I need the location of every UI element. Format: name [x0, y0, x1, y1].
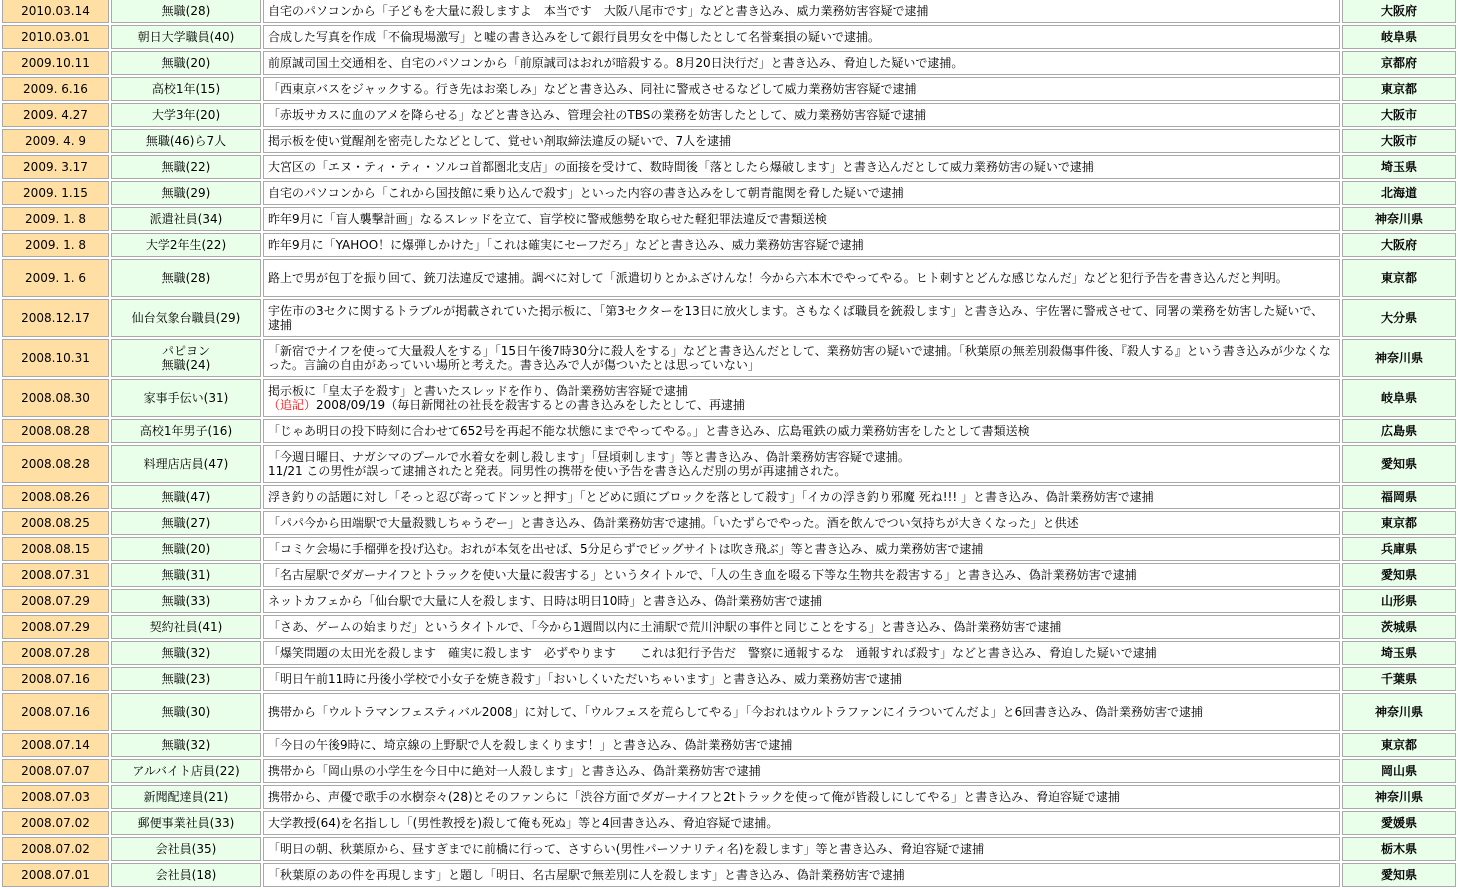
- suspect-cell: 仙台気象台職員(29): [111, 299, 261, 337]
- date-cell: 2008.10.31: [2, 339, 109, 377]
- description-cell: [263, 785, 1340, 809]
- description-cell: [263, 641, 1340, 665]
- date-cell: 2008.07.31: [2, 563, 109, 587]
- date-cell: 2008.08.30: [2, 379, 109, 417]
- table-row: [2, 511, 1456, 535]
- date-cell: 2008.08.28: [2, 445, 109, 483]
- prefecture-cell: 北海道: [1342, 181, 1456, 205]
- description-line: 「新宿でナイフを使って大量殺人をする」「15日午後7時30分に殺人をする」などと書き込んだとして、業務妨害の疑いで逮捕。「秋葉原の無差別殺傷事件後、『殺人する』という書き込みが少なくなった。言論の自由があっていい場所と考えた。書き込みで人が傷ついたとは思っていない」: [268, 344, 1331, 372]
- description-line: 浮き釣りの話題に対し「そっと忍び寄ってドンッと押す」「とどめに頭にブロックを落として殺す」「イカの浮き釣り邪魔 死ね!!! 」と書き込み、偽計業務妨害で逮捕: [268, 490, 1154, 504]
- table-row: [2, 485, 1456, 509]
- description-line: 「さあ、ゲームの始まりだ」というタイトルで、「今から1週間以内に土浦駅で荒川沖駅の事件と同じことをする」と書き込み、偽計業務妨害で逮捕: [268, 620, 1062, 634]
- date-cell: 2009. 6.16: [2, 77, 109, 101]
- table-row: [2, 155, 1456, 179]
- incident-table-body: [2, 0, 1456, 887]
- prefecture-cell: 愛知県: [1342, 563, 1456, 587]
- prefecture-cell: 山形県: [1342, 589, 1456, 613]
- table-row: [2, 537, 1456, 561]
- table-row: [2, 25, 1456, 49]
- suspect-cell: 無職(23): [111, 667, 261, 691]
- prefecture-cell: 愛媛県: [1342, 811, 1456, 835]
- date-cell: 2010.03.14: [2, 0, 109, 23]
- date-cell: 2008.07.02: [2, 837, 109, 861]
- suspect-cell: 朝日大学職員(40): [111, 25, 261, 49]
- table-row: [2, 445, 1456, 483]
- table-row: [2, 667, 1456, 691]
- date-cell: 2008.07.28: [2, 641, 109, 665]
- description-line: 「今日の午後9時に、埼京線の上野駅で人を殺しまくります！」と書き込み、偽計業務妨害で逮捕: [268, 738, 793, 752]
- table-row: [2, 785, 1456, 809]
- description-cell: [263, 25, 1340, 49]
- suspect-cell: 無職(32): [111, 733, 261, 757]
- date-cell: 2008.07.01: [2, 863, 109, 887]
- prefecture-cell: 岐阜県: [1342, 379, 1456, 417]
- prefecture-cell: 神奈川県: [1342, 339, 1456, 377]
- description-line: 昨年9月に「盲人襲撃計画」なるスレッドを立て、盲学校に警戒態勢を取らせた軽犯罪法違反で書類送検: [268, 212, 827, 226]
- description-line: 大宮区の「エヌ・ティ・ティ・ソルコ首都圏北支店」の面接を受けて、数時間後「落としたら爆破します」と書き込んだとして威力業務妨害の疑いで逮捕: [268, 160, 1094, 174]
- description-cell: [263, 615, 1340, 639]
- prefecture-cell: 東京都: [1342, 511, 1456, 535]
- suspect-cell: 会社員(18): [111, 863, 261, 887]
- date-cell: 2008.07.29: [2, 615, 109, 639]
- description-cell: [263, 563, 1340, 587]
- suspect-cell: 高校1年(15): [111, 77, 261, 101]
- prefecture-cell: 京都府: [1342, 51, 1456, 75]
- date-cell: 2009. 3.17: [2, 155, 109, 179]
- prefecture-cell: 兵庫県: [1342, 537, 1456, 561]
- table-row: [2, 615, 1456, 639]
- date-cell: 2008.07.14: [2, 733, 109, 757]
- suspect-cell: 無職(20): [111, 51, 261, 75]
- description-cell: [263, 863, 1340, 887]
- description-cell: [263, 0, 1340, 23]
- date-cell: 2009. 1. 6: [2, 259, 109, 297]
- note-label: （追記）: [268, 398, 317, 412]
- description-line: 大学教授(64)を名指しし「(男性教授を)殺して俺も死ぬ」等と4回書き込み、脅迫容疑で逮捕。: [268, 816, 779, 830]
- date-cell: 2008.08.28: [2, 419, 109, 443]
- date-cell: 2010.03.01: [2, 25, 109, 49]
- description-cell: [263, 207, 1340, 231]
- table-row: [2, 837, 1456, 861]
- suspect-cell: 無職(31): [111, 563, 261, 587]
- description-cell: [263, 103, 1340, 127]
- prefecture-cell: 埼玉県: [1342, 155, 1456, 179]
- table-row: [2, 641, 1456, 665]
- description-line: 自宅のパソコンから「子どもを大量に殺しますよ 本当です 大阪八尾市です」などと書き込み、威力業務妨害容疑で逮捕: [268, 4, 929, 18]
- description-cell: [263, 181, 1340, 205]
- description-cell: [263, 667, 1340, 691]
- prefecture-cell: 神奈川県: [1342, 207, 1456, 231]
- table-row: [2, 129, 1456, 153]
- suspect-cell: 無職(30): [111, 693, 261, 731]
- table-row: [2, 0, 1456, 23]
- description-line: 「じゃあ明日の投下時刻に合わせて652号を再起不能な状態にまでやってやる。」と書き込み、広島電鉄の威力業務妨害をしたとして書類送検: [268, 424, 1030, 438]
- description-cell: [263, 759, 1340, 783]
- prefecture-cell: 東京都: [1342, 733, 1456, 757]
- prefecture-cell: 福岡県: [1342, 485, 1456, 509]
- description-cell: [263, 299, 1340, 337]
- suspect-cell: パピヨン 無職(24): [111, 339, 261, 377]
- table-row: [2, 51, 1456, 75]
- description-line: ネットカフェから「仙台駅で大量に人を殺します、日時は明日10時」と書き込み、偽計業務妨害で逮捕: [268, 594, 823, 608]
- prefecture-cell: 大阪市: [1342, 103, 1456, 127]
- prefecture-cell: 千葉県: [1342, 667, 1456, 691]
- suspect-cell: 無職(32): [111, 641, 261, 665]
- suspect-cell: 無職(20): [111, 537, 261, 561]
- description-line: 「名古屋駅でダガーナイフとトラックを使い大量に殺害する」というタイトルで、「人の生き血を啜る下等な生物共を殺害する」と書き込み、偽計業務妨害で逮捕: [268, 568, 1137, 582]
- suspect-cell: 料理店店員(47): [111, 445, 261, 483]
- date-cell: 2008.07.03: [2, 785, 109, 809]
- suspect-cell: アルバイト店員(22): [111, 759, 261, 783]
- prefecture-cell: 東京都: [1342, 259, 1456, 297]
- date-cell: 2008.07.16: [2, 693, 109, 731]
- suspect-cell: 派遣社員(34): [111, 207, 261, 231]
- description-line: 携帯から「ウルトラマンフェスティバル2008」に対して、「ウルフェスを荒らしてやる」「今おれはウルトラファンにイラついてんだよ」と6回書き込み、偽計業務妨害で逮捕: [268, 705, 1203, 719]
- description-cell: [263, 811, 1340, 835]
- description-line: 合成した写真を作成「不倫現場激写」と嘘の書き込みをして銀行員男女を中傷したとして名誉棄損の疑いで逮捕。: [268, 30, 881, 44]
- suspect-cell: 無職(28): [111, 259, 261, 297]
- table-row: [2, 259, 1456, 297]
- table-row: [2, 759, 1456, 783]
- description-line: 携帯から「岡山県の小学生を今日中に絶対一人殺します」と書き込み、偽計業務妨害で逮捕: [268, 764, 761, 778]
- description-line: 携帯から、声優で歌手の水樹奈々(28)とそのファンらに「渋谷方面でダガーナイフと2tトラックを使って俺が皆殺しにしてやる」と書き込み、脅迫容疑で逮捕: [268, 790, 1121, 804]
- table-row: [2, 379, 1456, 417]
- prefecture-cell: 東京都: [1342, 77, 1456, 101]
- description-cell: [263, 485, 1340, 509]
- description-line: 掲示板に「皇太子を殺す」と書いたスレッドを作り、偽計業務妨害容疑で逮捕: [268, 384, 688, 398]
- description-cell: [263, 693, 1340, 731]
- suspect-cell: 契約社員(41): [111, 615, 261, 639]
- prefecture-cell: 神奈川県: [1342, 693, 1456, 731]
- date-cell: 2009. 1. 8: [2, 233, 109, 257]
- description-cell: [263, 129, 1340, 153]
- description-line: 前原誠司国土交通相を、自宅のパソコンから「前原誠司はおれが暗殺する。8月20日決行だ」と書き込み、脅迫した疑いで逮捕。: [268, 56, 964, 70]
- table-row: [2, 181, 1456, 205]
- prefecture-cell: 岐阜県: [1342, 25, 1456, 49]
- description-cell: [263, 589, 1340, 613]
- date-cell: 2008.07.29: [2, 589, 109, 613]
- suspect-cell: 無職(46)ら7人: [111, 129, 261, 153]
- description-cell: [263, 77, 1340, 101]
- prefecture-cell: 愛知県: [1342, 445, 1456, 483]
- prefecture-cell: 神奈川県: [1342, 785, 1456, 809]
- suspect-cell: 新聞配達員(21): [111, 785, 261, 809]
- date-cell: 2009. 4. 9: [2, 129, 109, 153]
- description-line: 「パパ今から田端駅で大量殺戮しちゃうぞー」と書き込み、偽計業務妨害で逮捕。「いたずらでやった。酒を飲んでつい気持ちが大きくなった」と供述: [268, 516, 1079, 530]
- description-line: 自宅のパソコンから「これから国技館に乗り込んで殺す」といった内容の書き込みをして朝青龍関を脅した疑いで逮捕: [268, 186, 904, 200]
- suspect-cell: 無職(29): [111, 181, 261, 205]
- description-cell: [263, 259, 1340, 297]
- description-cell: [263, 837, 1340, 861]
- date-cell: 2009.10.11: [2, 51, 109, 75]
- table-row: [2, 233, 1456, 257]
- table-row: [2, 811, 1456, 835]
- description-cell: [263, 379, 1340, 417]
- date-cell: 2009. 1.15: [2, 181, 109, 205]
- description-cell: [263, 339, 1340, 377]
- prefecture-cell: 岡山県: [1342, 759, 1456, 783]
- suspect-cell: 無職(33): [111, 589, 261, 613]
- description-cell: [263, 445, 1340, 483]
- suspect-cell: 大学2年生(22): [111, 233, 261, 257]
- suspect-cell: 高校1年男子(16): [111, 419, 261, 443]
- table-row: [2, 103, 1456, 127]
- description-cell: [263, 155, 1340, 179]
- table-row: [2, 207, 1456, 231]
- table-row: [2, 563, 1456, 587]
- suspect-cell: 無職(22): [111, 155, 261, 179]
- prefecture-cell: 栃木県: [1342, 837, 1456, 861]
- description-cell: [263, 537, 1340, 561]
- description-line: 路上で男が包丁を振り回て、銃刀法違反で逮捕。調べに対して「派遣切りとかふざけんな！今から六本木でやってやる。ヒト刺すとどんな感じなんだ」などと犯行予告を書き込んだと判明。: [268, 271, 1288, 285]
- note-text: 2008/09/19（毎日新聞社の社長を殺害するとの書き込みをしたとして、再逮捕: [316, 398, 745, 412]
- suspect-cell: 無職(28): [111, 0, 261, 23]
- description-line: 「今週日曜日、ナガシマのプールで水着女を刺し殺します」「昼頃刺します」等と書き込み、偽計業務妨害容疑で逮捕。: [268, 450, 910, 464]
- description-line: 昨年9月に「YAHOO！に爆弾しかけた」「これは確実にセーフだろ」などと書き込み、威力業務妨害容疑で逮捕: [268, 238, 864, 252]
- table-row: [2, 299, 1456, 337]
- suspect-cell: 会社員(35): [111, 837, 261, 861]
- prefecture-cell: 広島県: [1342, 419, 1456, 443]
- suspect-cell: 郵便事業社員(33): [111, 811, 261, 835]
- description-line: 「コミケ会場に手榴弾を投げ込む。おれが本気を出せば、5分足らずでビッグサイトは吹き飛ぶ」等と書き込み、威力業務妨害で逮捕: [268, 542, 984, 556]
- suspect-cell: 家事手伝い(31): [111, 379, 261, 417]
- description-cell: [263, 51, 1340, 75]
- prefecture-cell: 大阪府: [1342, 233, 1456, 257]
- date-cell: 2008.12.17: [2, 299, 109, 337]
- prefecture-cell: 大阪府: [1342, 0, 1456, 23]
- suspect-cell: 無職(27): [111, 511, 261, 535]
- date-cell: 2008.08.15: [2, 537, 109, 561]
- table-row: [2, 733, 1456, 757]
- description-cell: [263, 511, 1340, 535]
- description-line: 11/21 この男性が誤って逮捕されたと発表。同男性の携帯を使い予告を書き込んだ別の男が再逮捕された。: [268, 464, 847, 478]
- table-row: [2, 339, 1456, 377]
- date-cell: 2008.08.25: [2, 511, 109, 535]
- table-row: [2, 693, 1456, 731]
- date-cell: 2009. 4.27: [2, 103, 109, 127]
- prefecture-cell: 大分県: [1342, 299, 1456, 337]
- prefecture-cell: 大阪市: [1342, 129, 1456, 153]
- description-cell: [263, 733, 1340, 757]
- table-row: [2, 589, 1456, 613]
- description-cell: [263, 419, 1340, 443]
- suspect-cell: 無職(47): [111, 485, 261, 509]
- date-cell: 2008.07.02: [2, 811, 109, 835]
- prefecture-cell: 愛知県: [1342, 863, 1456, 887]
- date-cell: 2009. 1. 8: [2, 207, 109, 231]
- description-note-line: [268, 398, 1335, 412]
- date-cell: 2008.08.26: [2, 485, 109, 509]
- description-cell: [263, 233, 1340, 257]
- description-line: 「西東京バスをジャックする。行き先はお楽しみ」などと書き込み、同社に警戒させるなどして威力業務妨害容疑で逮捕: [268, 82, 917, 96]
- description-line: 「明日午前11時に丹後小学校で小女子を焼き殺す」「おいしくいただいちゃいます」と書き込み、威力業務妨害で逮捕: [268, 672, 902, 686]
- suspect-cell: 大学3年(20): [111, 103, 261, 127]
- description-line: 掲示板を使い覚醒剤を密売したなどとして、覚せい剤取締法違反の疑いで、7人を逮捕: [268, 134, 732, 148]
- table-row: [2, 863, 1456, 887]
- description-line: 「秋葉原のあの件を再現します」と題し「明日、名古屋駅で無差別に人を殺します」と書き込み、偽計業務妨害で逮捕: [268, 868, 905, 882]
- date-cell: 2008.07.16: [2, 667, 109, 691]
- description-line: 宇佐市の3セクに関するトラブルが掲載されていた掲示板に、「第3セクターを13日に放火します。さもなくば職員を銃殺します」と書き込み、宇佐署に警戒させて、同署の業務を妨害した疑いで、逮捕: [268, 304, 1324, 332]
- prefecture-cell: 埼玉県: [1342, 641, 1456, 665]
- prefecture-cell: 茨城県: [1342, 615, 1456, 639]
- description-line: 「赤坂サカスに血のアメを降らせる」などと書き込み、管理会社のTBSの業務を妨害したとして、威力業務妨害容疑で逮捕: [268, 108, 927, 122]
- description-line: 「明日の朝、秋葉原から、昼すぎまでに前橋に行って、さすらい(男性パーソナリティ名)を殺します」等と書き込み、脅迫容疑で逮捕: [268, 842, 985, 856]
- date-cell: 2008.07.07: [2, 759, 109, 783]
- table-row: [2, 77, 1456, 101]
- description-line: 「爆笑問題の太田光を殺します 確実に殺します 必ずやります これは犯行予告だ 警察に通報するな 通報すれば殺す」などと書き込み、脅迫した疑いで逮捕: [268, 646, 1157, 660]
- table-row: [2, 419, 1456, 443]
